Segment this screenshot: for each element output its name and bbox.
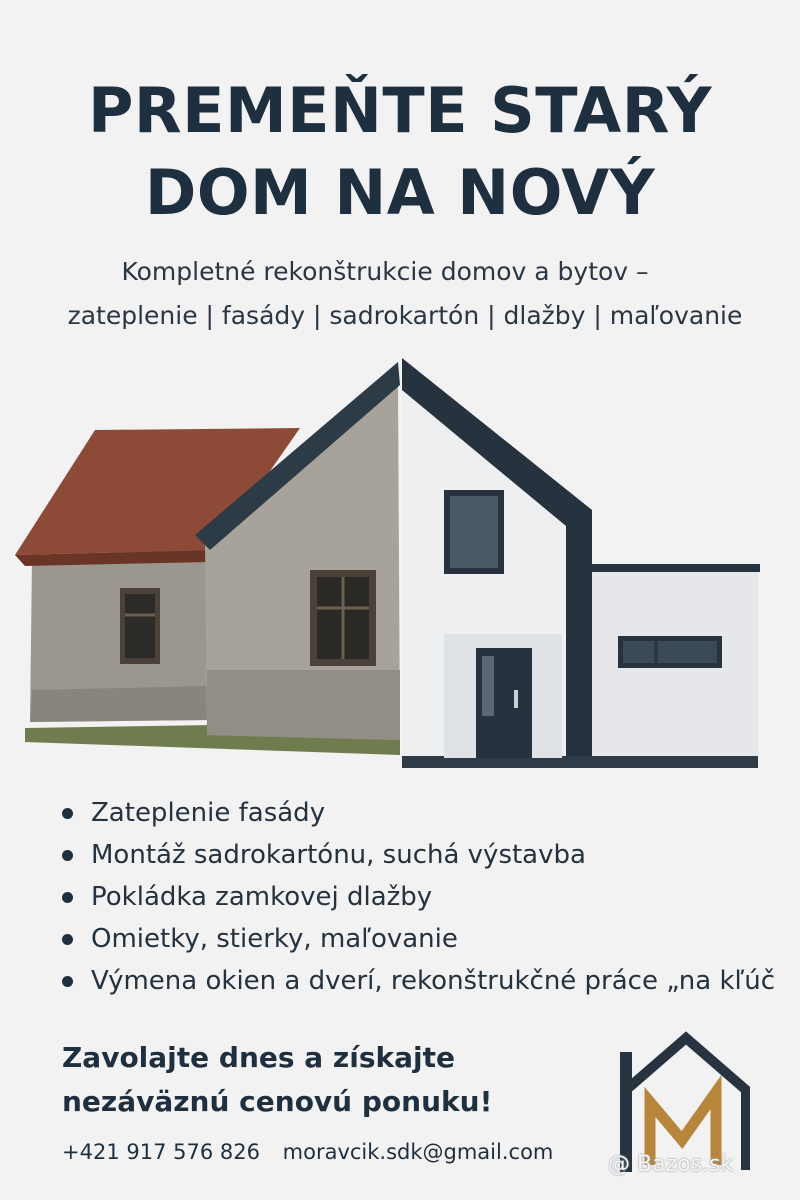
- service-label: Zateplenie fasády: [91, 798, 326, 828]
- list-item: [62, 792, 800, 834]
- cta-line-2: nezáväznú cenovú ponuku!: [62, 1085, 493, 1118]
- email-address[interactable]: moravcik.sdk@gmail.com: [282, 1140, 554, 1164]
- list-item: [62, 876, 800, 918]
- phone-number[interactable]: +421 917 576 826: [62, 1140, 260, 1164]
- old-house: [15, 362, 400, 755]
- service-label: Montáž sadrokartónu, suchá výstavba: [91, 840, 586, 870]
- house-illustration: [0, 350, 800, 790]
- list-item: [62, 834, 800, 876]
- subheadline: [0, 250, 800, 338]
- contact-info: [62, 1140, 553, 1164]
- call-to-action: [62, 1036, 492, 1124]
- bullet-icon: [62, 976, 73, 987]
- bullet-icon: [62, 934, 73, 945]
- headline-line-2: DOM NA NOVÝ: [144, 156, 656, 229]
- subheadline-line-1: Kompletné rekonštrukcie domov a bytov –: [121, 257, 649, 286]
- service-label: Výmena okien a dverí, rekonštrukčné práce „na kľúč: [91, 966, 776, 996]
- services-list: [62, 792, 800, 1002]
- watermark: @ Bazos.sk: [608, 1152, 734, 1177]
- service-label: Pokládka zamkovej dlažby: [91, 882, 433, 912]
- headline: [0, 70, 800, 234]
- headline-line-1: PREMEŇTE STARÝ: [87, 74, 713, 147]
- list-item: [62, 918, 800, 960]
- cta-line-1: Zavolajte dnes a získajte: [62, 1041, 455, 1074]
- bullet-icon: [62, 850, 73, 861]
- bullet-icon: [62, 892, 73, 903]
- bullet-icon: [62, 808, 73, 819]
- list-item: [62, 960, 800, 1002]
- subheadline-line-2: zateplenie | fasády | sadrokartón | dlažby | maľovanie: [67, 301, 743, 330]
- service-label: Omietky, stierky, maľovanie: [91, 924, 458, 954]
- new-house: [402, 358, 760, 768]
